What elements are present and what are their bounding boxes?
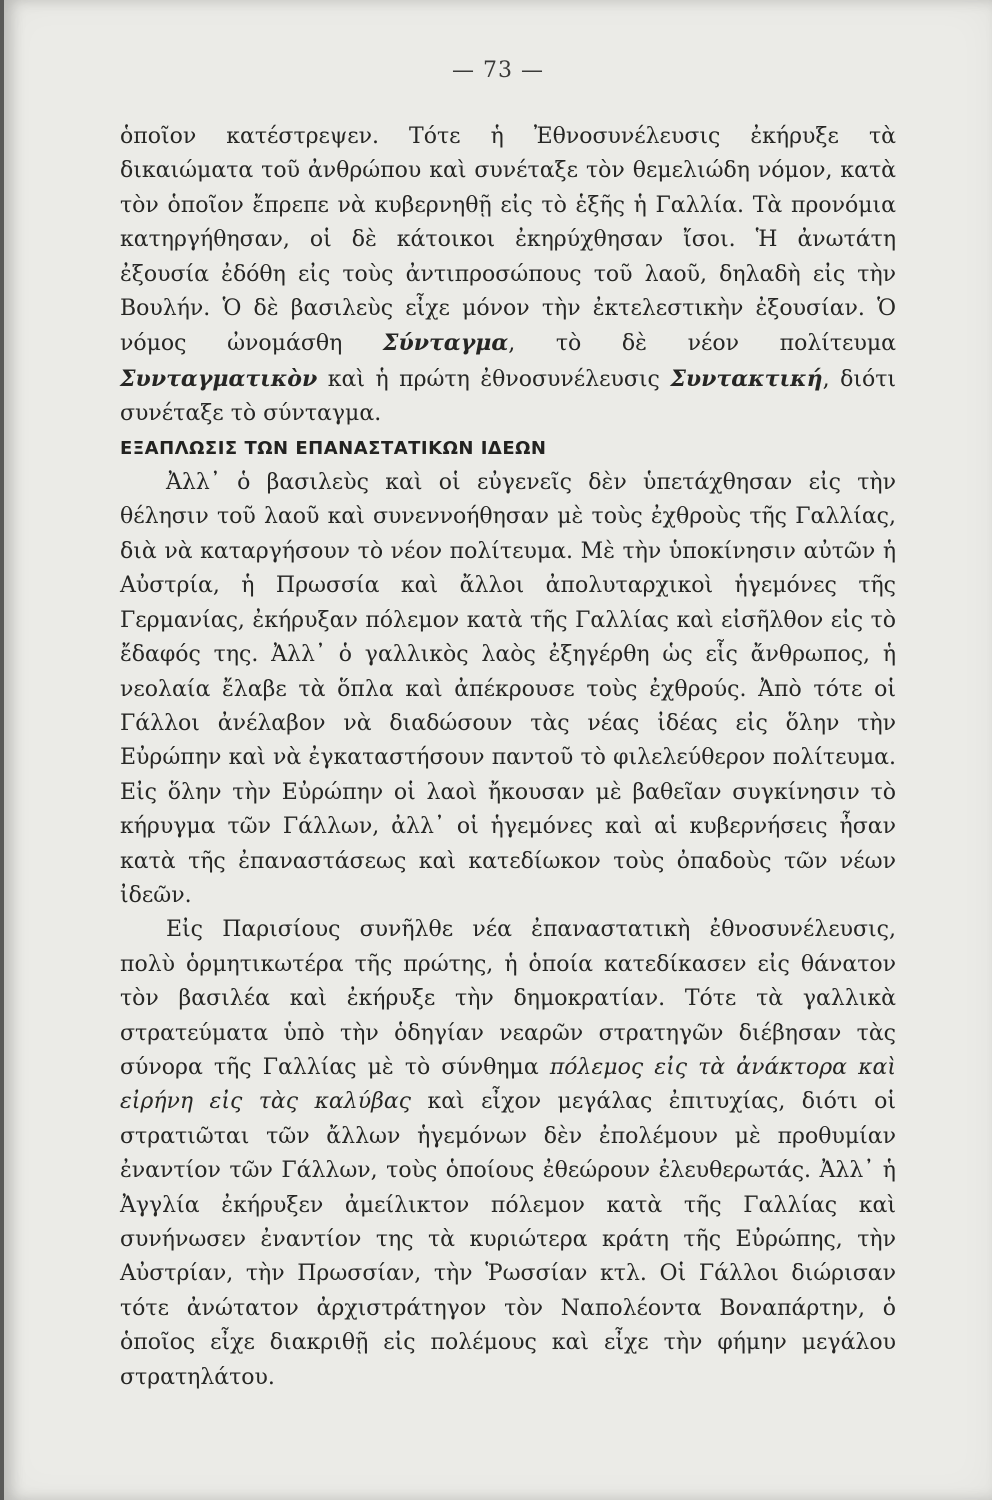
paragraph-text: Εἰς Παρισίους συνῆλθε νέα ἐπαναστατικὴ ἐθνοσυνέλευσις, πολὺ ὁρμητικωτέρα τῆς πρώτης, ἡ ὁποία κατεδίκασεν εἰς θάνατον τὸν βασιλέα καὶ ἐκήρυξε τὴν δημοκρατίαν. Τότε τὰ γαλλικὰ στρατεύματα ὑπὸ τὴν ὁδηγίαν νεαρῶν στρατηγῶν διέβησαν τὰς σύνορα τῆς Γαλλίας μὲ τὸ σύνθημα	[120, 917, 896, 1080]
paragraph-text: , διότι συνέταξε τὸ σύνταγμα.	[120, 366, 896, 427]
term-syntagmatikon: Συνταγματικὸν	[120, 365, 318, 392]
paragraph-text: καὶ εἶχον μεγάλας ἐπιτυχίας, διότι οἱ στρατιῶται τῶν ἄλλων ἡγεμόνων δὲν ἐπολέμουν μὲ προθυμίαν ἐναντίον τῶν Γάλλων, τοὺς ὁποίους ἐθεώρουν ἐλευθερωτάς. Ἀλλ᾿ ἡ Ἀγγλία ἐκήρυξεν ἀμείλικτον πόλεμον κατὰ τῆς Γαλλίας καὶ συνήνωσεν ἐναντίον της τὰ κυριώτερα κράτη τῆς Εὐρώπης, τὴν Αὐστρίαν, τὴν Πρωσσίαν, τὴν Ῥωσσίαν κτλ. Οἱ Γάλλοι διώρισαν τότε ἀνώτατον ἀρχιστράτηγον τὸν Ναπολέοντα Βοναπάρτην, ὁ ὁποῖος εἶχε διακριθῇ εἰς πολέμους καὶ εἶχε τὴν φήμην μεγάλου στρατηλάτου.	[120, 1089, 896, 1390]
term-syntaktiki: Συντακτική	[670, 365, 823, 392]
paragraph-constitution	[120, 120, 896, 432]
paragraph-text: , τὸ δὲ νέον πολίτευμα	[508, 331, 896, 357]
book-page	[4, 0, 992, 1500]
term-syntagma: Σύνταγμα	[382, 330, 509, 357]
body-text	[120, 120, 896, 1395]
paragraph-spread-of-ideas: Ἀλλ᾿ ὁ βασιλεὺς καὶ οἱ εὐγενεῖς δὲν ὑπετάχθησαν εἰς τὴν θέλησιν τοῦ λαοῦ καὶ συνεννοήθησαν μὲ τοὺς ἐχθροὺς τῆς Γαλλίας, διὰ νὰ καταργήσουν τὸ νέον πολίτευμα. Μὲ τὴν ὑποκίνησιν αὐτῶν ἡ Αὐστρία, ἡ Πρωσσία καὶ ἄλλοι ἀπολυταρχικοὶ ἡγεμόνες τῆς Γερμανίας, ἐκήρυξαν πόλεμον κατὰ τῆς Γαλλίας καὶ εἰσῆλθον εἰς τὸ ἔδαφός της. Ἀλλ᾿ ὁ γαλλικὸς λαὸς ἐξηγέρθη ὡς εἷς ἄνθρωπος, ἡ νεολαία ἔλαβε τὰ ὅπλα καὶ ἀπέκρουσε τοὺς ἐχθρούς. Ἀπὸ τότε οἱ Γάλλοι ἀνέλαβον νὰ διαδώσουν τὰς νέας ἰδέας εἰς ὅλην τὴν Εὐρώπην καὶ νὰ ἐγκαταστήσουν παντοῦ τὸ φιλελεύθερον πολίτευμα. Εἰς ὅλην τὴν Εὐρώπην οἱ λαοὶ ἤκουσαν μὲ βαθεῖαν συγκίνησιν τὸ κήρυγμα τῶν Γάλλων, ἀλλ᾿ οἱ ἡγεμόνες καὶ αἱ κυβερνήσεις ἦσαν κατὰ τῆς ἐπαναστάσεως καὶ κατεδίωκον τοὺς ὀπαδοὺς τῶν νέων ἰδεῶν.	[120, 470, 896, 908]
section-heading: ΕΞΑΠΛΩΣΙΣ ΤΩΝ ΕΠΑΝΑΣΤΑΤΙΚΩΝ ΙΔΕΩΝ	[120, 437, 547, 459]
page-number: — 73 —	[452, 58, 544, 83]
paragraph-text: καὶ ἡ πρώτη ἐθνοσυνέλευσις	[317, 366, 671, 392]
paragraph-republic	[120, 913, 896, 1395]
paragraph-text: ὁποῖον κατέστρεψεν. Τότε ἡ Ἐθνοσυνέλευσις ἐκήρυξε τὰ δικαιώματα τοῦ ἀνθρώπου καὶ συνέταξε τὸν θεμελιώδη νόμον, κατὰ τὸν ὁποῖον ἔπρεπε νὰ κυβερνηθῇ εἰς τὸ ἑξῆς ἡ Γαλλία. Τὰ προνόμια κατηργήθησαν, οἱ δὲ κάτοικοι ἐκηρύχθησαν ἴσοι. Ἡ ἀνωτάτη ἐξουσία ἐδόθη εἰς τοὺς ἀντιπροσώπους τοῦ λαοῦ, δηλαδὴ εἰς τὴν Βουλήν. Ὁ δὲ βασιλεὺς εἶχε μόνον τὴν ἐκτελεστικὴν ἐξουσίαν. Ὁ νόμος ὠνομάσθη	[120, 124, 896, 357]
motto-italic: πόλεμος εἰς τὰ ἀνάκτορα καὶ εἰρήνη εἰς τὰς καλύβας	[120, 1054, 897, 1115]
